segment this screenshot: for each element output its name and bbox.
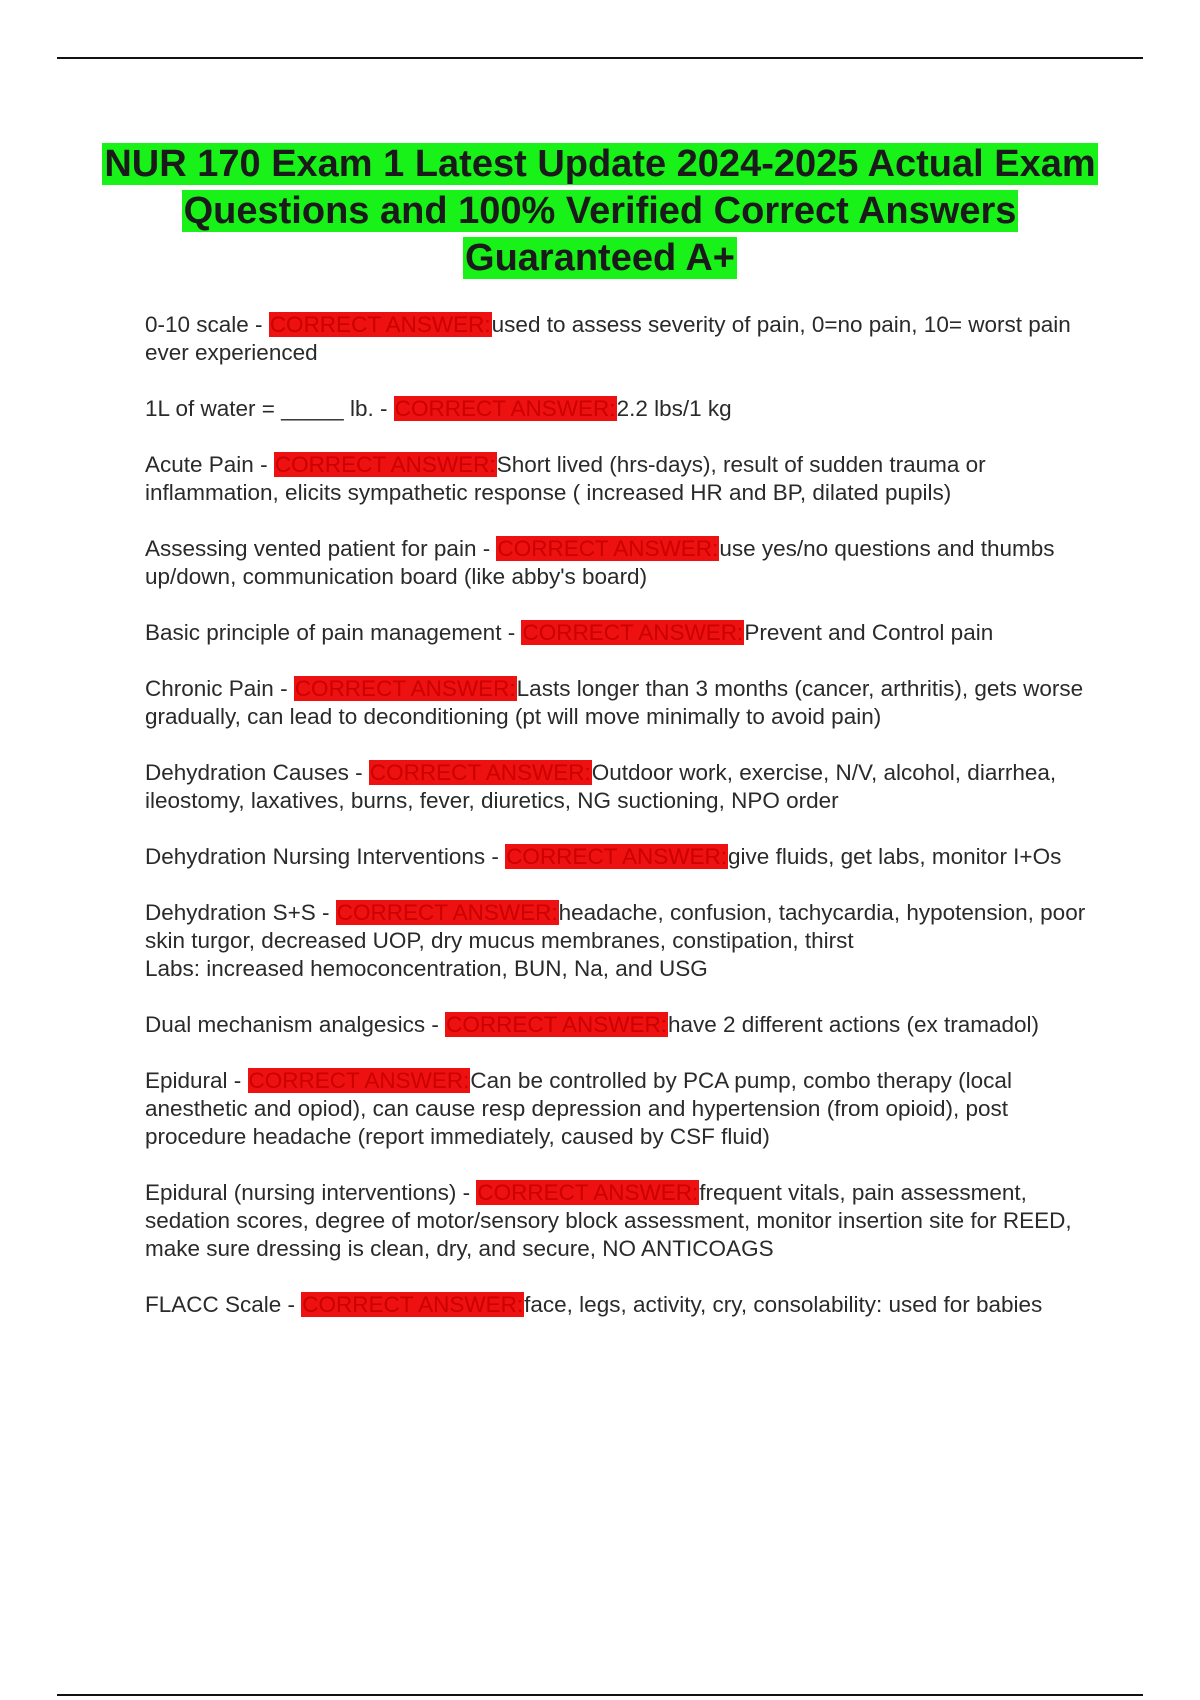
qa-answer: Short lived (hrs-days), result of sudden trauma or inflammation, elicits sympathetic response ( increased HR and BP, dilated pupils): [145, 452, 986, 505]
correct-answer-label: CORRECT ANSWER:: [269, 312, 491, 337]
qa-term: Chronic Pain -: [145, 676, 294, 701]
qa-item: [145, 1291, 1090, 1319]
qa-answer: have 2 different actions (ex tramadol): [667, 1012, 1040, 1037]
qa-item: [145, 395, 1090, 423]
qa-term: Dual mechanism analgesics -: [145, 1012, 446, 1037]
correct-answer-label: CORRECT ANSWER:: [394, 396, 616, 421]
qa-term: Dehydration Nursing Interventions -: [145, 844, 506, 869]
title-highlight: NUR 170 Exam 1 Latest Update 2024-2025 Actual Exam Questions and 100% Verified Correct Answers Guaranteed A+: [104, 143, 1096, 279]
qa-item: [145, 619, 1090, 647]
correct-answer-label: CORRECT ANSWER:: [506, 844, 728, 869]
qa-item: [145, 535, 1090, 591]
qa-term: Epidural (nursing interventions) -: [145, 1180, 477, 1205]
top-divider: [57, 57, 1143, 59]
qa-answer: used to assess severity of pain, 0=no pain, 10= worst pain ever experienced: [145, 312, 1071, 365]
qa-term: FLACC Scale -: [145, 1292, 302, 1317]
qa-list: [145, 311, 1090, 1347]
qa-item: [145, 1011, 1090, 1039]
bottom-divider: [57, 1694, 1143, 1696]
qa-item: [145, 1067, 1090, 1151]
qa-term: Basic principle of pain management -: [145, 620, 522, 645]
correct-answer-label: CORRECT ANSWER:: [248, 1068, 470, 1093]
correct-answer-label: CORRECT ANSWER:: [446, 1012, 667, 1037]
correct-answer-label: CORRECT ANSWER:: [477, 1180, 699, 1205]
qa-item: [145, 1179, 1090, 1263]
correct-answer-label: CORRECT ANSWER:: [522, 620, 744, 645]
correct-answer-label: CORRECT ANSWER:: [369, 760, 591, 785]
qa-item: [145, 311, 1090, 367]
qa-term: Dehydration S+S -: [145, 900, 336, 925]
qa-item: [145, 675, 1090, 731]
qa-item: [145, 451, 1090, 507]
document-title: [100, 141, 1100, 282]
qa-answer: give fluids, get labs, monitor I+Os: [728, 844, 1062, 869]
qa-term: 1L of water = _____ lb. -: [145, 396, 394, 421]
correct-answer-label: CORRECT ANSWER:: [274, 452, 496, 477]
correct-answer-label: CORRECT ANSWER:: [497, 536, 719, 561]
qa-answer: Outdoor work, exercise, N/V, alcohol, diarrhea, ileostomy, laxatives, burns, fever, diuretics, NG suctioning, NPO order: [145, 760, 1057, 813]
qa-term: Acute Pain -: [145, 452, 274, 477]
qa-item: [145, 899, 1090, 983]
qa-term: Dehydration Causes -: [145, 760, 369, 785]
qa-term: Epidural -: [145, 1068, 248, 1093]
qa-answer: Prevent and Control pain: [744, 620, 994, 645]
qa-item: [145, 843, 1090, 871]
qa-answer: Can be controlled by PCA pump, combo therapy (local anesthetic and opiod), can cause resp depression and hypertension (from opioid), post procedure headache (report immediately, caused by CSF fluid): [145, 1068, 1012, 1149]
qa-term: 0-10 scale -: [145, 312, 269, 337]
correct-answer-label: CORRECT ANSWER:: [302, 1292, 524, 1317]
qa-answer: use yes/no questions and thumbs up/down, communication board (like abby's board): [145, 536, 1055, 589]
qa-answer: 2.2 lbs/1 kg: [616, 396, 732, 421]
qa-answer: headache, confusion, tachycardia, hypotension, poor skin turgor, decreased UOP, dry mucus membranes, constipation, thirst: [145, 900, 1086, 953]
qa-answer-extra: Labs: increased hemoconcentration, BUN, Na, and USG: [145, 956, 708, 981]
qa-answer: face, legs, activity, cry, consolability: used for babies: [524, 1292, 1043, 1317]
qa-term: Assessing vented patient for pain -: [145, 536, 497, 561]
qa-item: [145, 759, 1090, 815]
correct-answer-label: CORRECT ANSWER:: [336, 900, 558, 925]
correct-answer-label: CORRECT ANSWER:: [294, 676, 516, 701]
qa-answer: frequent vitals, pain assessment, sedation scores, degree of motor/sensory block assessment, monitor insertion site for REED, make sure dressing is clean, dry, and secure, NO ANTICOAGS: [145, 1180, 1072, 1261]
qa-answer: Lasts longer than 3 months (cancer, arthritis), gets worse gradually, can lead to deconditioning (pt will move minimally to avoid pain): [145, 676, 1084, 729]
